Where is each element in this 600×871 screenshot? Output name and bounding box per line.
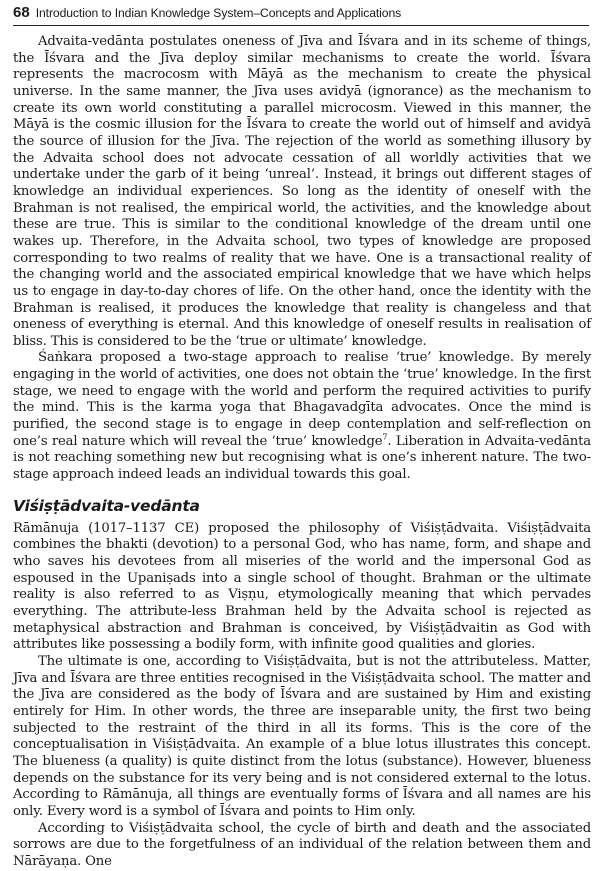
paragraph-sankara-two-stage <box>13 350 591 483</box>
paragraph-ramanuja: Rāmānuja (1017–1137 CE) proposed the philosophy of Viśiṣṭādvaita. Viśiṣṭādvaita combines the bhakti (devotion) to a personal God, who has name, form, and shape and who saves his devotees from all miseries of the world and the impersonal God as espoused in the Upaniṣads into a single school of thought. Brahman or the ultimate reality is also referred to as Viṣṇu, etymologically meaning that which pervades everything. The attribute-less Brahman held by the Advaita school is rejected as metaphysical abstraction and Brahman is conceived, by Viśiṣṭādvaitin as God with attributes like possessing a bodily form, with infinite good qualities and glories. <box>13 520 591 653</box>
page-body <box>13 34 591 871</box>
footnote-marker: 7 <box>382 432 388 442</box>
section-heading: Viśiṣṭādvaita-vedānta <box>13 496 200 515</box>
running-head: Introduction to Indian Knowledge System–Concepts and Applications <box>35 6 402 20</box>
paragraph-birth-death: According to Viśiṣṭādvaita school, the cycle of birth and death and the associated sorrows are due to the forgetfulness of an individual of the relation between them and Nārāyaṇa. One <box>13 820 591 869</box>
paragraph-ultimate-one: The ultimate is one, according to Viśiṣṭādvaita, but is not the attributeless. Matter, Jīva and Īśvara are three entities recognised in the Viśiṣṭādvaita school. The matter and the Jīva are considered as the body of Īśvara and are sustained by Him and existing entirely for Him. In other words, the three are inseparable unity, the first two being subjected to the restraint of the third in all its forms. This is the core of the conceptualisation in Viśiṣṭādvaita. An example of a blue lotus illustrates this concept. The blueness (a quality) is quite distinct from the lotus (substance). However, blueness depends on the substance for its very being and is not considered external to the lotus. According to Rāmānuja, all things are eventually forms of Īśvara and all names are his only. Every word is a symbol of Īśvara and points to Him only. <box>13 653 591 819</box>
page-number: 68 <box>13 4 30 21</box>
paragraph-text: Śaṅkara proposed a two-stage approach to realise ‘true’ knowledge. By merely engaging in the world of activities, one does not obtain the ‘true’ knowledge. In the first stage, we need to engage with the world and perform the required activities to purify the mind. This is the karma yoga that Bhagavadgīta advocates. Once the mind is purified, the second stage is to engage in deep contemplation and self-reflection on one’s real nature which will reveal the ‘true’ knowledge <box>13 350 591 449</box>
paragraph-advaita-mechanisms: Advaita-vedānta postulates oneness of Jīva and Īśvara and in its scheme of things, the Īśvara and the Jīva deploy similar mechanisms to create the world. Īśvara represents the macrocosm with Māyā as the mechanism to create the physical universe. In the same manner, the Jīva uses avidyā (ignorance) as the mechanism to create its own world constituting a parallel microcosm. Viewed in this manner, the Māyā is the cosmic illusion for the Īśvara to create the world out of himself and avidyā the source of illusion for the Jīva. The rejection of the world as something illusory by the Advaita school does not advocate cessation of all worldly activities that we undertake under the garb of it being ‘unreal’. Instead, it brings out different stages of knowledge an individual experiences. So long as the identity of oneself with the Brahman is not realised, the empirical world, the activities, and the knowledge about these are true. This is similar to the conditional knowledge of the dream until one wakes up. Therefore, in the Advaita school, two types of knowledge are proposed corresponding to two realms of reality that we have. One is a transactional reality of the changing world and the associated empirical knowledge that we have which helps us to engage in day-to-day chores of life. On the other hand, once the identity with the Brahman is realised, it produces the knowledge that reality is changeless and that oneness of everything is eternal. And this knowledge of oneself results in realisation of bliss. This is considered to be the ‘true or ultimate’ knowledge. <box>13 34 591 349</box>
page-header <box>13 4 589 26</box>
paragraph-text: . Liberation in Advaita-vedānta is not reaching something new but recognising what is one’s inherent nature. The two-stage approach indeed leads an individual towards this goal. <box>13 433 591 483</box>
